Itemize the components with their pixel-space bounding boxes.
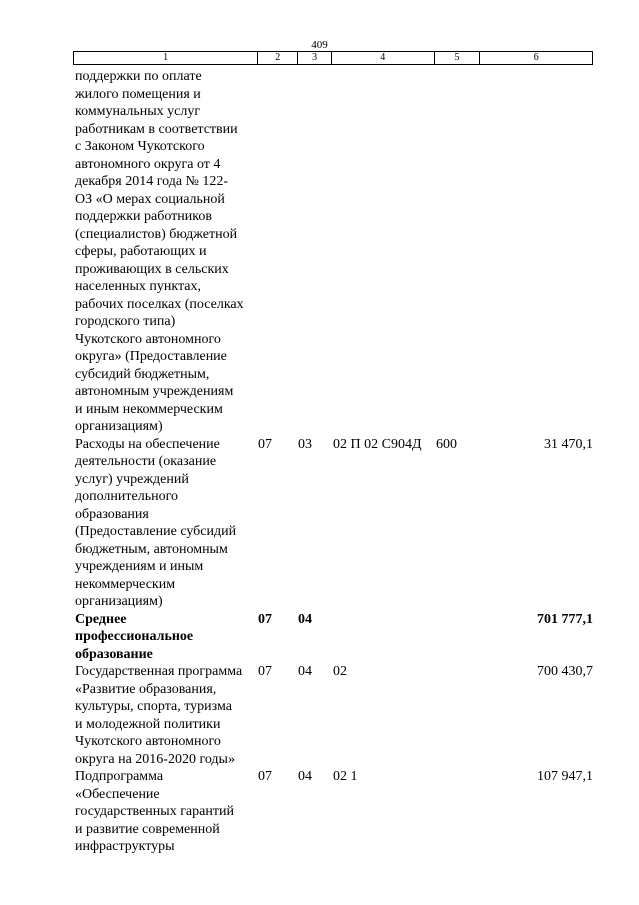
row-target-article: 02 [333,664,347,679]
row-subsection: 04 [298,611,312,627]
table-body [75,68,593,856]
header-col-4: 4 [332,52,435,64]
row-section: 07 [258,436,272,452]
table-row [75,68,593,436]
row-section: 07 [258,611,272,627]
row-subsection: 04 [298,664,312,679]
row-name: поддержки по оплате жилого помещения и коммунальных услуг работникам в соответствии с Законом Чукотского автономного округа от 4 декабря 2014 года № 122- ОЗ «О мерах социальной поддержки работников (специалистов) бюджетной сферы, работающих и проживающих в сельских населенных пунктах, рабочих поселках (поселках городского типа) Чукотского автономного округа» (Предоставление субсидий бюджетным, автономным учреждениям и иным некоммерческим организациям) [75,69,244,434]
row-section: 07 [258,769,272,784]
row-amount: 701 777,1 [537,611,593,627]
row-subsection: 04 [298,769,312,784]
row-target-article: 02 1 [333,769,358,784]
row-name: Расходы на обеспечение деятельности (оказание услуг) учреждений дополнительного образования (Предоставление субсидий бюджетным, автономным учреждениям и иным некоммерческим организациям) [75,436,237,609]
table-row [75,611,593,664]
row-target-article: 02 П 02 С904Д [333,436,422,452]
row-amount: 107 947,1 [537,769,593,784]
table-header [73,51,593,65]
row-name: Среднее профессиональное образование [75,611,194,662]
row-name: Государственная программа «Развитие образования, культуры, спорта, туризма и молодежной политики Чукотского автономного округа на 2016-2020 годы» [75,664,243,767]
row-amount: 31 470,1 [544,436,593,452]
header-col-5: 5 [435,52,481,64]
header-col-1: 1 [74,52,258,64]
row-section: 07 [258,664,272,679]
row-expense-type: 600 [436,436,457,452]
row-name: Подпрограмма «Обеспечение государственных гарантий и развитие современной инфраструктуры [75,769,234,854]
table-row [75,663,593,768]
page-number: 409 [311,39,328,51]
table-row [75,436,593,611]
header-col-6: 6 [533,52,539,63]
header-col-3: 3 [298,52,332,64]
header-col-2: 2 [258,52,298,64]
row-amount: 700 430,7 [537,664,593,679]
table-row [75,768,593,856]
row-subsection: 03 [298,436,312,452]
